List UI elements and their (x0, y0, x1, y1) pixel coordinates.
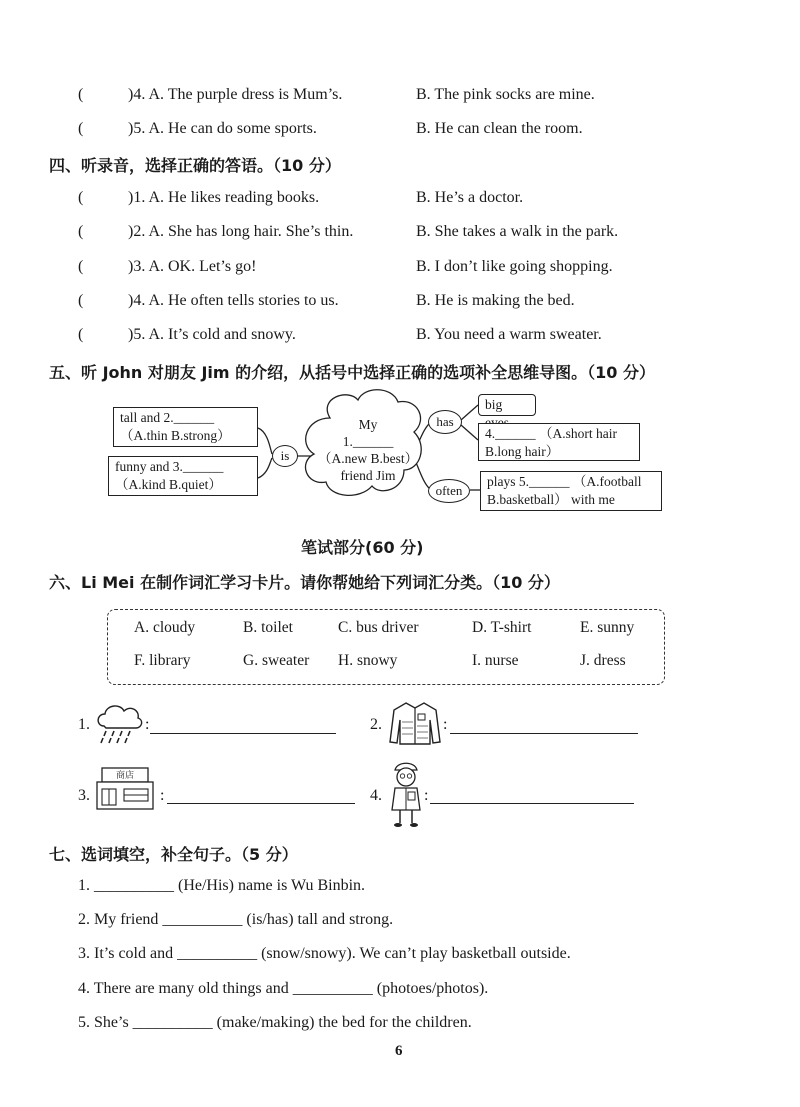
colon: : (443, 716, 448, 733)
box-line: B.basketball） with me (487, 492, 615, 507)
rain-cloud-icon (94, 700, 144, 746)
section-title-6: 六、Li Mei 在制作词汇学习卡片。请你帮她给下列词汇分类。（10 分） (49, 573, 560, 592)
question-b: B. He’s a doctor. (416, 189, 524, 206)
answer-line (450, 733, 638, 734)
word-item: E. sunny (580, 619, 635, 636)
answer-paren: ( (78, 86, 84, 103)
question-b: B. He can clean the room. (416, 120, 583, 137)
center-line: My (358, 417, 378, 432)
question-a: )4. A. The purple dress is Mum’s. (128, 86, 343, 103)
item-number: 1. (78, 716, 90, 733)
answer-paren: ( (78, 189, 84, 206)
answer-line (430, 803, 634, 804)
box-line: （A.kind B.quiet） (115, 477, 222, 492)
mind-map-box-appearance (113, 407, 258, 447)
question-b: B. She takes a walk in the park. (416, 223, 619, 240)
mind-map-is-oval: is (272, 445, 298, 467)
question-a: )5. A. It’s cold and snowy. (128, 326, 296, 343)
word-item: B. toilet (243, 619, 293, 636)
item-number: 3. (78, 787, 90, 804)
colon: : (160, 787, 165, 804)
mind-map-has-oval: has (428, 410, 462, 434)
sentence-item: 1. __________ (He/His) name is Wu Binbin. (78, 877, 366, 894)
word-item: G. sweater (243, 652, 310, 669)
question-a: )1. A. He likes reading books. (128, 189, 320, 206)
mind-map-box-personality (108, 456, 258, 496)
mind-map-center (318, 416, 418, 484)
answer-paren: ( (78, 258, 84, 275)
word-item: I. nurse (472, 652, 519, 669)
colon: : (145, 716, 150, 733)
mind-map-often-oval: often (428, 479, 470, 503)
question-b: B. The pink socks are mine. (416, 86, 595, 103)
word-item: C. bus driver (338, 619, 419, 636)
answer-paren: ( (78, 120, 84, 137)
word-item: H. snowy (338, 652, 398, 669)
question-a: )2. A. She has long hair. She’s thin. (128, 223, 354, 240)
answer-paren: ( (78, 326, 84, 343)
center-line: friend Jim (340, 468, 396, 483)
sentence-item: 3. It’s cold and __________ (snow/snowy). We can’t play basketball outside. (78, 945, 571, 962)
center-line: （A.new B.best） (318, 451, 419, 466)
sentence-item: 2. My friend __________ (is/has) tall and strong. (78, 911, 394, 928)
word-item: J. dress (580, 652, 626, 669)
section-title-4: 四、听录音，选择正确的答语。（10 分） (49, 156, 341, 175)
answer-line (150, 733, 336, 734)
box-line: （A.thin B.strong） (120, 428, 231, 443)
page-number: 6 (395, 1043, 403, 1059)
section-title-5: 五、听 John 对朋友 Jim 的介绍，从括号中选择正确的选项补全思维导图。（10 分） (49, 363, 655, 382)
item-number: 4. (370, 787, 382, 804)
box-line: 4.______ （A.short hair (485, 426, 617, 441)
sentence-item: 5. She’s __________ (make/making) the bed for the children. (78, 1014, 472, 1031)
mind-map-box-big-eyes: big (478, 394, 536, 416)
word-item: A. cloudy (134, 619, 196, 636)
box-line: funny and 3.______ (115, 459, 224, 474)
question-b: B. He is making the bed. (416, 292, 575, 309)
box-line: tall and 2.______ (120, 410, 215, 425)
answer-paren: ( (78, 292, 84, 309)
nurse-icon (387, 760, 425, 828)
answer-line (167, 803, 355, 804)
item-number: 2. (370, 716, 382, 733)
written-part-heading: 笔试部分(60 分) (301, 538, 424, 557)
sentence-item: 4. There are many old things and __________ (photoes/photos). (78, 980, 489, 997)
section-title-7: 七、选词填空，补全句子。（5 分） (49, 845, 298, 864)
answer-paren: ( (78, 223, 84, 240)
question-b: B. I don’t like going shopping. (416, 258, 613, 275)
word-item: F. library (134, 652, 191, 669)
mind-map-box-plays (480, 471, 662, 511)
store-sign-text: 商店 (115, 771, 134, 781)
sweater-icon (388, 700, 442, 746)
center-line: 1.______ (342, 434, 394, 449)
box-line: plays 5.______ （A.football (487, 474, 642, 489)
colon: : (424, 787, 429, 804)
word-item: D. T-shirt (472, 619, 532, 636)
box-line: B.long hair） (485, 444, 560, 459)
question-a: )3. A. OK. Let’s go! (128, 258, 257, 275)
question-a: )5. A. He can do some sports. (128, 120, 317, 137)
question-a: )4. A. He often tells stories to us. (128, 292, 339, 309)
mind-map-box-hair (478, 423, 640, 461)
question-b: B. You need a warm sweater. (416, 326, 602, 343)
